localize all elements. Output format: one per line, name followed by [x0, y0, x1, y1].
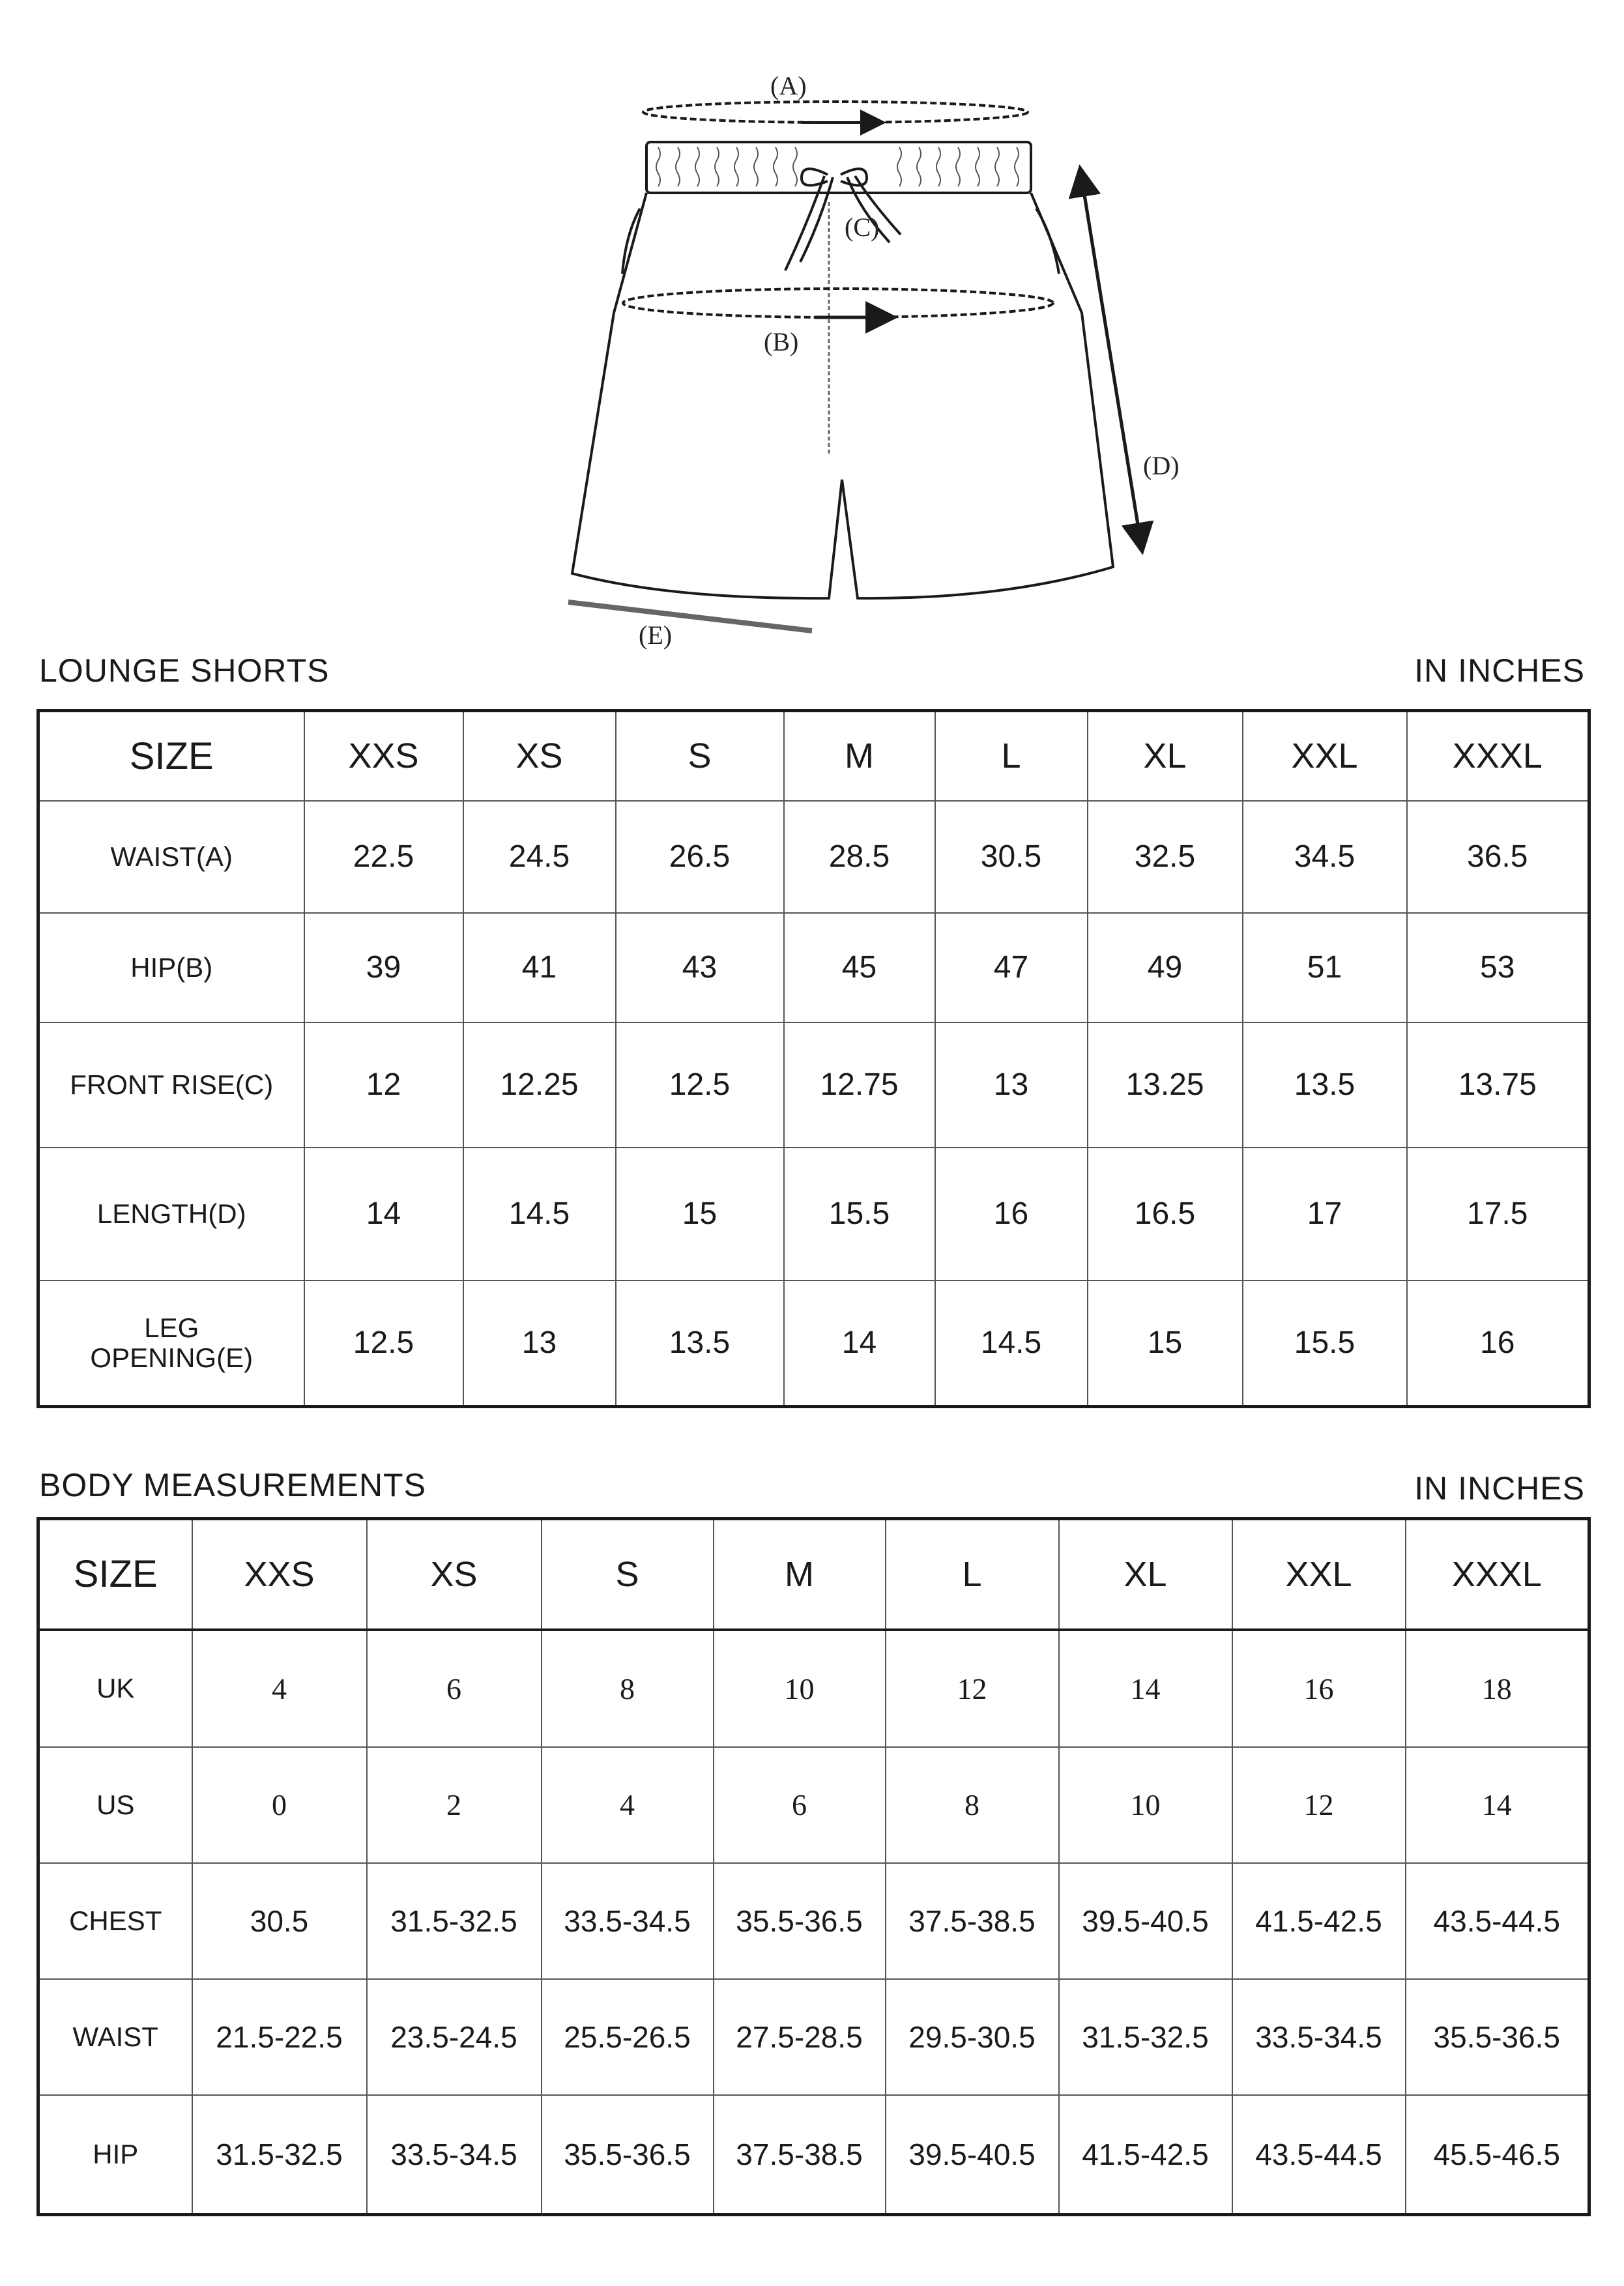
table-cell: 0 [192, 1747, 367, 1863]
table-cell: 16 [1232, 1630, 1406, 1747]
table-cell: 23.5-24.5 [367, 1979, 542, 2095]
size-header-m: M [784, 711, 935, 801]
table-cell: 12 [304, 1022, 463, 1148]
table-cell: 10 [714, 1630, 886, 1747]
table-cell: 2 [367, 1747, 542, 1863]
size-header-xl: XL [1088, 711, 1243, 801]
table-cell: 14.5 [935, 1280, 1088, 1407]
table-cell: 8 [542, 1630, 714, 1747]
size-header-xl: XL [1059, 1519, 1232, 1630]
row-label-length: LENGTH(D) [38, 1148, 304, 1280]
table-cell: 28.5 [784, 801, 935, 913]
table-cell: 36.5 [1407, 801, 1589, 913]
table-row-hip [38, 2095, 1589, 2215]
table-cell: 39.5-40.5 [886, 2095, 1059, 2215]
table-cell: 31.5-32.5 [192, 2095, 367, 2215]
waist-measure-ellipse [643, 102, 1028, 123]
size-header-m: M [714, 1519, 886, 1630]
size-header: SIZE [38, 711, 304, 801]
table-cell: 12.5 [304, 1280, 463, 1407]
row-label-front-rise: FRONT RISE(C) [38, 1022, 304, 1148]
size-header-xxl: XXL [1232, 1519, 1406, 1630]
table-cell: 37.5-38.5 [714, 2095, 886, 2215]
table-cell: 14 [1059, 1630, 1232, 1747]
table-cell: 21.5-22.5 [192, 1979, 367, 2095]
label-b: (B) [764, 327, 799, 356]
table-cell: 16 [1407, 1280, 1589, 1407]
table-cell: 12.75 [784, 1022, 935, 1148]
table-cell: 37.5-38.5 [886, 1863, 1059, 1979]
table-cell: 43.5-44.5 [1406, 1863, 1589, 1979]
label-a: (A) [770, 71, 807, 100]
table-cell: 13.75 [1407, 1022, 1589, 1148]
table-cell: 13.5 [1243, 1022, 1407, 1148]
table-cell: 13.25 [1088, 1022, 1243, 1148]
leg-opening-measure-line [568, 602, 812, 631]
size-header: SIZE [38, 1519, 192, 1630]
table-row-chest [38, 1863, 1589, 1979]
table-cell: 27.5-28.5 [714, 1979, 886, 2095]
table-cell: 15 [1088, 1280, 1243, 1407]
size-header-xxs: XXS [192, 1519, 367, 1630]
table-cell: 6 [367, 1630, 542, 1747]
waistband [646, 142, 1031, 193]
table-header-row [38, 1519, 1589, 1630]
table-cell: 6 [714, 1747, 886, 1863]
table-cell: 43 [616, 913, 784, 1022]
table-cell: 45.5-46.5 [1406, 2095, 1589, 2215]
table-cell: 35.5-36.5 [714, 1863, 886, 1979]
table-cell: 31.5-32.5 [1059, 1979, 1232, 2095]
shorts-outline [572, 193, 1113, 598]
size-header-xs: XS [463, 711, 616, 801]
table-row-us [38, 1747, 1589, 1863]
table-cell: 12.5 [616, 1022, 784, 1148]
lounge-shorts-size-table [36, 709, 1591, 1408]
table-cell: 13.5 [616, 1280, 784, 1407]
table-cell: 41.5-42.5 [1232, 1863, 1406, 1979]
table-cell: 16 [935, 1148, 1088, 1280]
table-cell: 43.5-44.5 [1232, 2095, 1406, 2215]
table-cell: 24.5 [463, 801, 616, 913]
size-header-s: S [616, 711, 784, 801]
table-cell: 18 [1406, 1630, 1589, 1747]
table-cell: 12.25 [463, 1022, 616, 1148]
size-header-l: L [935, 711, 1088, 801]
table-cell: 13 [935, 1022, 1088, 1148]
table-cell: 15.5 [1243, 1280, 1407, 1407]
table-cell: 29.5-30.5 [886, 1979, 1059, 2095]
table-cell: 17.5 [1407, 1148, 1589, 1280]
label-d: (D) [1143, 451, 1180, 480]
row-label-waist: WAIST [38, 1979, 192, 2095]
table-cell: 12 [886, 1630, 1059, 1747]
size-header-xxxl: XXXL [1406, 1519, 1589, 1630]
table-cell: 35.5-36.5 [542, 2095, 714, 2215]
table-cell: 25.5-26.5 [542, 1979, 714, 2095]
table-cell: 10 [1059, 1747, 1232, 1863]
table-row-length [38, 1148, 1589, 1280]
table-cell: 41 [463, 913, 616, 1022]
table-cell: 31.5-32.5 [367, 1863, 542, 1979]
shorts-diagram [0, 0, 1624, 658]
label-e: (E) [639, 620, 673, 650]
size-header-xs: XS [367, 1519, 542, 1630]
table-cell: 39 [304, 913, 463, 1022]
body-unit-label: IN INCHES [1414, 1470, 1585, 1507]
table-cell: 14 [784, 1280, 935, 1407]
table-cell: 49 [1088, 913, 1243, 1022]
hip-measure-ellipse [623, 289, 1053, 317]
table-cell: 4 [542, 1747, 714, 1863]
size-header-xxxl: XXXL [1407, 711, 1589, 801]
table-cell: 14.5 [463, 1148, 616, 1280]
table-cell: 13 [463, 1280, 616, 1407]
table-cell: 17 [1243, 1148, 1407, 1280]
table-cell: 34.5 [1243, 801, 1407, 913]
table-cell: 33.5-34.5 [367, 2095, 542, 2215]
table-row-front-rise [38, 1022, 1589, 1148]
table-cell: 41.5-42.5 [1059, 2095, 1232, 2215]
row-label-leg-opening: LEG OPENING(E) [38, 1280, 304, 1407]
table-cell: 33.5-34.5 [1232, 1979, 1406, 2095]
row-label-us: US [38, 1747, 192, 1863]
table-cell: 8 [886, 1747, 1059, 1863]
table-cell: 32.5 [1088, 801, 1243, 913]
row-label-uk: UK [38, 1630, 192, 1747]
table-cell: 35.5-36.5 [1406, 1979, 1589, 2095]
table-cell: 30.5 [935, 801, 1088, 913]
row-label-waist: WAIST(A) [38, 801, 304, 913]
table-cell: 30.5 [192, 1863, 367, 1979]
table-cell: 33.5-34.5 [542, 1863, 714, 1979]
size-header-s: S [542, 1519, 714, 1630]
table-cell: 45 [784, 913, 935, 1022]
table-row-hip [38, 913, 1589, 1022]
table-row-waist [38, 801, 1589, 913]
body-measurements-size-table [36, 1517, 1591, 2216]
table-cell: 12 [1232, 1747, 1406, 1863]
label-c: (C) [845, 212, 880, 242]
body-measurements-title: BODY MEASUREMENTS [39, 1467, 426, 1503]
size-header-l: L [886, 1519, 1059, 1630]
length-measure-arrow [1080, 171, 1142, 549]
table-cell: 39.5-40.5 [1059, 1863, 1232, 1979]
table-cell: 53 [1407, 913, 1589, 1022]
size-header-xxl: XXL [1243, 711, 1407, 801]
table-row-leg-opening [38, 1280, 1589, 1407]
table-row-waist [38, 1979, 1589, 2095]
table-cell: 47 [935, 913, 1088, 1022]
table-cell: 22.5 [304, 801, 463, 913]
size-header-xxs: XXS [304, 711, 463, 801]
table-cell: 14 [304, 1148, 463, 1280]
table-cell: 16.5 [1088, 1148, 1243, 1280]
table-cell: 15.5 [784, 1148, 935, 1280]
table-header-row [38, 711, 1589, 801]
table-cell: 15 [616, 1148, 784, 1280]
row-label-hip: HIP(B) [38, 913, 304, 1022]
lounge-unit-label: IN INCHES [1414, 652, 1585, 689]
table-cell: 4 [192, 1630, 367, 1747]
table-row-uk [38, 1630, 1589, 1747]
row-label-chest: CHEST [38, 1863, 192, 1979]
table-cell: 14 [1406, 1747, 1589, 1863]
row-label-hip: HIP [38, 2095, 192, 2215]
table-cell: 51 [1243, 913, 1407, 1022]
table-cell: 26.5 [616, 801, 784, 913]
lounge-shorts-title: LOUNGE SHORTS [39, 652, 330, 689]
